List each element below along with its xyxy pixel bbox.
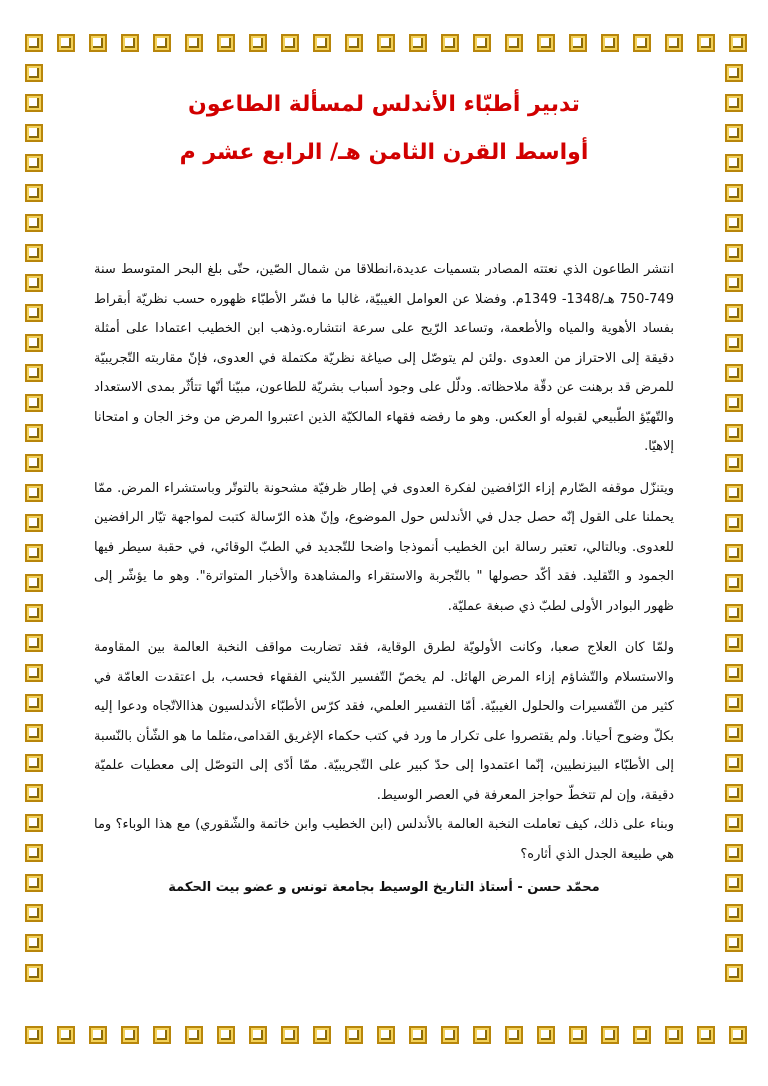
border-tile-icon [345, 1026, 363, 1044]
border-tile-icon [249, 34, 267, 52]
border-tile-icon [25, 94, 43, 112]
border-tile-icon [725, 874, 743, 892]
border-tile-icon [25, 874, 43, 892]
border-tile-icon [729, 1026, 747, 1044]
border-tile-icon [25, 544, 43, 562]
border-tile-icon [25, 274, 43, 292]
border-tile-icon [281, 34, 299, 52]
border-tile-icon [725, 454, 743, 472]
border-tile-icon [377, 34, 395, 52]
bottom-border [18, 1020, 754, 1050]
border-tile-icon [725, 934, 743, 952]
border-tile-icon [25, 304, 43, 322]
border-tile-icon [725, 574, 743, 592]
border-tile-icon [725, 364, 743, 382]
border-tile-icon [25, 244, 43, 262]
border-tile-icon [25, 844, 43, 862]
border-tile-icon [725, 964, 743, 982]
border-tile-icon [185, 1026, 203, 1044]
border-tile-icon [377, 1026, 395, 1044]
border-tile-icon [725, 244, 743, 262]
border-tile-icon [153, 34, 171, 52]
border-tile-icon [25, 604, 43, 622]
border-tile-icon [89, 34, 107, 52]
border-tile-icon [505, 1026, 523, 1044]
border-tile-icon [569, 1026, 587, 1044]
border-tile-icon [725, 394, 743, 412]
border-tile-icon [25, 904, 43, 922]
border-tile-icon [25, 664, 43, 682]
border-tile-icon [313, 1026, 331, 1044]
border-tile-icon [25, 724, 43, 742]
border-tile-icon [473, 1026, 491, 1044]
border-tile-icon [25, 34, 43, 52]
border-tile-icon [569, 34, 587, 52]
border-tile-icon [725, 514, 743, 532]
border-tile-icon [313, 34, 331, 52]
author-signature: محمّد حسن - أستاذ التاريخ الوسيط بجامعة تونس و عضو بيت الحكمة [168, 880, 600, 895]
border-tile-icon [25, 634, 43, 652]
border-tile-icon [25, 364, 43, 382]
border-tile-icon [25, 964, 43, 982]
border-tile-icon [25, 694, 43, 712]
border-tile-icon [725, 814, 743, 832]
border-tile-icon [725, 634, 743, 652]
border-tile-icon [725, 94, 743, 112]
border-tile-icon [121, 34, 139, 52]
top-border [18, 28, 754, 58]
border-tile-icon [725, 154, 743, 172]
border-tile-icon [725, 904, 743, 922]
border-tile-icon [25, 154, 43, 172]
border-tile-icon [725, 334, 743, 352]
border-tile-icon [185, 34, 203, 52]
border-tile-icon [25, 64, 43, 82]
border-tile-icon [725, 694, 743, 712]
border-tile-icon [25, 334, 43, 352]
paragraph-3: ولمّا كان العلاج صعبا، وكانت الأولويّة لطرق الوقاية، فقد تضاربت مواقف النخبة العالمة بين المقاومة والاستسلام والتّشاؤم إزاء المرض الهائل. لم يخصّ التّفسير الدّيني الفقهاء فحسب، بل اعتقدت العامّة في كثير من التّفسيرات والحلول الغيبيّة. أمّا التفسير العلمي، فقد كرّس الأطبّاء الأندلسيون هذاالاتّجاه ودعوا إليه بكلّ وضوح أحيانا. ولم يقتصروا على تكرار ما ورد في كتب حكماء الإغريق القدامى،مثلما ما هو الشّأن بالنّسبة إلى الأطبّاء البيزنطيين، إنّما اعتمدوا إلى حدّ كبير على التّجريبيّة. ممّا أدّى إلى التوصّل إلى معطيات علميّة دقيقة، وإن لم تتخطّ حواجز المعرفة في العصر الوسيط. [94, 640, 674, 803]
border-tile-icon [725, 274, 743, 292]
border-tile-icon [725, 184, 743, 202]
border-tile-icon [725, 604, 743, 622]
border-tile-icon [725, 304, 743, 322]
border-tile-icon [601, 34, 619, 52]
border-tile-icon [25, 484, 43, 502]
border-tile-icon [217, 1026, 235, 1044]
border-tile-icon [89, 1026, 107, 1044]
border-tile-icon [441, 1026, 459, 1044]
border-tile-icon [725, 724, 743, 742]
border-tile-icon [665, 1026, 683, 1044]
paragraph-1: انتشر الطاعون الذي نعتته المصادر بتسميات عديدة،انطلاقا من شمال الصّين، حتّى بلغ البحر المتوسط سنة 749-750 هـ/1348- 1349م. وفضلا عن العوامل الغيبيّة، غالبا ما فسّر الأطبّاء ظهوره حسب نظريّة أبقراط بفساد الأهوية والمياه والأطعمة، وتساعد الرّيح على سرعة انتشاره.وذهب ابن الخطيب اعتمادا على أمثلة دقيقة إلى الاحتراز من العدوى .ولئن لم يتوصّل إلى صياغة نظريّة مكتملة في العدوى، فإنّ مقاربته التّجريبيّة للمرض قد برهنت عن دقّة ملاحظاته. ودلّل على وجود أسباب بشريّة للطاعون، مبيّنا أنّها تتأثّر بمدى الاستعداد والتّهيّؤ الطّبيعي لقبوله أو العكس. وهو ما رفضه فقهاء المالكيّة الذين اعتبروا المرض من وخز الجان و امتحانا إلاهيّا. [94, 262, 674, 454]
border-tile-icon [345, 34, 363, 52]
border-tile-icon [725, 124, 743, 142]
border-tile-icon [25, 424, 43, 442]
right-border [718, 58, 750, 988]
paragraph-4: وبناء على ذلك، كيف تعاملت النخبة العالمة بالأندلس (ابن الخطيب وابن خاتمة والشّقوري) مع هذا الوباء؟ وما هي طبيعة الجدل الذي أثاره؟ [94, 817, 674, 862]
border-tile-icon [57, 34, 75, 52]
border-tile-icon [725, 424, 743, 442]
border-tile-icon [25, 184, 43, 202]
border-tile-icon [725, 784, 743, 802]
border-tile-icon [25, 574, 43, 592]
border-tile-icon [441, 34, 459, 52]
border-tile-icon [725, 544, 743, 562]
border-tile-icon [57, 1026, 75, 1044]
border-tile-icon [25, 454, 43, 472]
border-tile-icon [725, 214, 743, 232]
border-tile-icon [153, 1026, 171, 1044]
border-tile-icon [505, 34, 523, 52]
border-tile-icon [249, 1026, 267, 1044]
border-tile-icon [697, 34, 715, 52]
border-tile-icon [697, 1026, 715, 1044]
border-tile-icon [25, 214, 43, 232]
border-tile-icon [725, 484, 743, 502]
border-tile-icon [537, 34, 555, 52]
border-tile-icon [633, 34, 651, 52]
border-tile-icon [473, 34, 491, 52]
border-tile-icon [729, 34, 747, 52]
border-tile-icon [25, 784, 43, 802]
border-tile-icon [25, 934, 43, 952]
border-tile-icon [409, 1026, 427, 1044]
border-tile-icon [725, 64, 743, 82]
article-body [94, 255, 674, 903]
border-tile-icon [25, 124, 43, 142]
left-border [18, 58, 50, 988]
border-tile-icon [281, 1026, 299, 1044]
paragraph-2: ويتنزّل موقفه الصّارم إزاء الرّافضين لفكرة العدوى في إطار ظرفيّة مشحونة بالتوتّر وباستشراء المرض. ممّا يحملنا على القول إنّه حصل جدل في الأندلس حول الموضوع، وإنّ هذه الرّسالة كتبت لمواجهة تيّار الرافضين للعدوى. وبالتالي، تعتبر رسالة ابن الخطيب أنموذجا واضحا للتّجديد في الطبّ الوقائي، في حقبة سيطر فيها الجمود و التّقليد. فقد أكّد حصولها " بالتّجربة والاستقراء والمشاهدة والأخبار المتواترة". وهو ما يؤشّر إلى ظهور البوادر الأولى لطبّ ذي صبغة عمليّة. [94, 480, 674, 614]
border-tile-icon [601, 1026, 619, 1044]
border-tile-icon [217, 34, 235, 52]
border-tile-icon [725, 754, 743, 772]
border-tile-icon [25, 514, 43, 532]
border-tile-icon [25, 1026, 43, 1044]
border-tile-icon [633, 1026, 651, 1044]
border-tile-icon [665, 34, 683, 52]
border-tile-icon [409, 34, 427, 52]
border-tile-icon [121, 1026, 139, 1044]
border-tile-icon [25, 394, 43, 412]
border-tile-icon [537, 1026, 555, 1044]
border-tile-icon [725, 664, 743, 682]
border-tile-icon [725, 844, 743, 862]
article-title: تدبير أطبّاء الأندلس لمسألة الطاعون [188, 92, 580, 117]
article-subtitle: أواسط القرن الثامن هـ/ الرابع عشر م [179, 140, 589, 165]
border-tile-icon [25, 814, 43, 832]
border-tile-icon [25, 754, 43, 772]
